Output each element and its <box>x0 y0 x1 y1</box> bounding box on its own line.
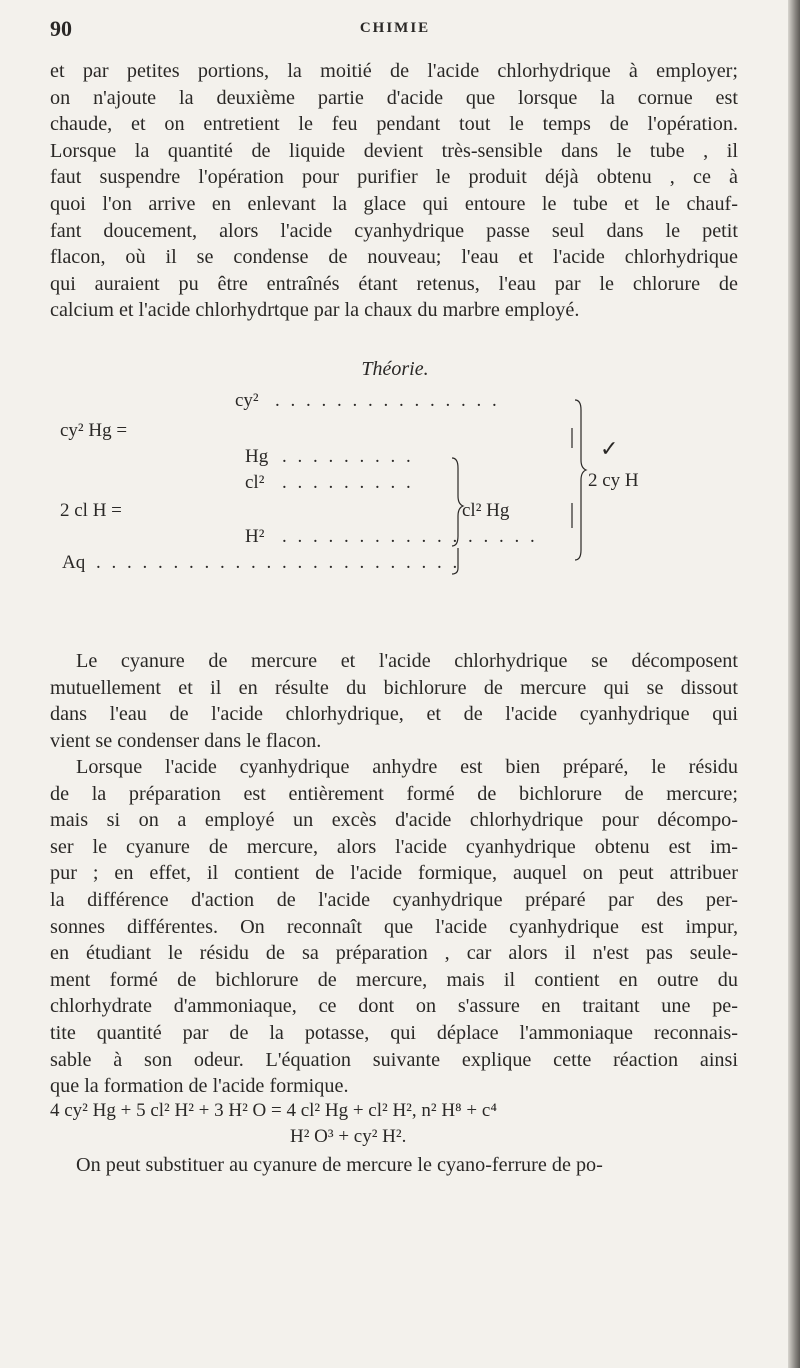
page-header <box>0 16 790 46</box>
text-line: dans l'eau de l'acide chlorhydrique, et de l'acide cyanhydrique qui <box>50 703 738 726</box>
text-line: Lorsque la quantité de liquide devient très-sensible dans le tube , il <box>50 139 738 162</box>
text-line: Lorsque l'acide cyanhydrique anhydre est bien préparé, le résidu <box>76 756 738 778</box>
equation-line-1: 4 cy² Hg + 5 cl² H² + 3 H² O = 4 cl² Hg + cl² H², n² H⁸ + c⁴ <box>50 1100 497 1121</box>
text-line: sable à son odeur. L'équation suivante explique cette réaction ainsi <box>50 1048 738 1071</box>
text-line: et par petites portions, la moitié de l'acide chlorhydrique à employer; <box>50 60 738 82</box>
scheme-cl2hg: cl² Hg <box>462 500 510 521</box>
scheme-left-1: cy² Hg = <box>60 420 128 441</box>
text-line: fant doucement, alors l'acide cyanhydrique passe seul dans le petit <box>50 219 738 242</box>
text-line: sonnes différentes. On reconnaît que l'acide cyanhydrique est impur, <box>50 915 738 938</box>
scheme-left-2: 2 cl H = <box>60 500 122 521</box>
running-head: CHIMIE <box>359 20 431 36</box>
text-line: mais si on a employé un excès d'acide chlorhydrique pour décompo- <box>50 809 738 832</box>
page-edge <box>788 0 800 1368</box>
text-line: tite quantité par de la potasse, qui déplace l'ammoniaque reconnais- <box>50 1021 738 1044</box>
paragraph-3 <box>50 754 738 1100</box>
paragraph-2 <box>50 648 738 754</box>
check-mark-icon: ✓ <box>600 436 619 461</box>
scheme-cy2: cy² <box>235 390 259 411</box>
text-line: faut suspendre l'opération pour purifier le produit déjà obtenu , ce à <box>50 166 738 189</box>
text-line: qui auraient pu être entraînés étant retenus, l'eau par le chlorure de <box>50 272 738 295</box>
reaction-scheme <box>0 388 790 628</box>
section-title: Théorie. <box>361 358 429 380</box>
text-line: Le cyanure de mercure et l'acide chlorhydrique se décomposent <box>76 650 738 672</box>
scheme-braces <box>0 388 790 628</box>
equation <box>50 1098 750 1150</box>
paragraph-4 <box>50 1152 738 1179</box>
text-line: flacon, où il se condense de nouveau; l'eau et l'acide chlorhydrique <box>50 246 738 269</box>
text-line: On peut substituer au cyanure de mercure le cyano-ferrure de po- <box>76 1154 603 1176</box>
scheme-cl2: cl² <box>245 472 265 493</box>
scheme-dots: . . . . . . . . . . . . . . . . . <box>282 526 538 547</box>
scheme-dots: . . . . . . . . . <box>282 446 414 467</box>
text-line: la différence d'action de l'acide cyanhydrique préparé par des per- <box>50 888 738 911</box>
paragraph-1 <box>50 58 738 324</box>
text-line: ser le cyanure de mercure, alors l'acide cyanhydrique obtenu est im- <box>50 835 738 858</box>
text-line: mutuellement et il en résulte du bichlorure de mercure qui se dissout <box>50 676 738 699</box>
text-line: chaude, et on entretient le feu pendant tout le temps de l'opération. <box>50 113 738 136</box>
scheme-dots: . . . . . . . . . . . . . . . <box>275 390 500 411</box>
text-line: chlorhydrate d'ammoniaque, ce dont on s'assure en traitant une pe- <box>50 995 738 1018</box>
scheme-h2: H² <box>245 526 265 547</box>
scheme-dots: . . . . . . . . . <box>282 472 414 493</box>
text-line: ment formé de bichlorure de mercure, mais il contient en outre du <box>50 968 738 991</box>
page-number: 90 <box>50 16 72 41</box>
text-line: de la préparation est entièrement formé de bichlorure de mercure; <box>50 782 738 805</box>
text-line: quoi l'on arrive en enlevant la glace qui entoure le tube et le chauf- <box>50 192 738 215</box>
text-line: calcium et l'acide chlorhydrtque par la chaux du marbre employé. <box>50 299 580 322</box>
equation-line-2: H² O³ + cy² H². <box>290 1126 407 1147</box>
text-line: en étudiant le résidu de sa préparation , car alors il n'est pas seule- <box>50 942 738 965</box>
scheme-left-3: Aq <box>62 552 86 573</box>
text-line: que la formation de l'acide formique. <box>50 1075 349 1098</box>
scheme-result: 2 cy H <box>588 470 639 491</box>
text-line: pur ; en effet, il contient de l'acide formique, auquel on peut attribuer <box>50 862 738 885</box>
text-line: on n'ajoute la deuxième partie d'acide que lorsque la cornue est <box>50 86 738 109</box>
scheme-hg: Hg <box>245 446 269 467</box>
text-line: vient se condenser dans le flacon. <box>50 729 322 752</box>
scheme-dots: . . . . . . . . . . . . . . . . . . . . . . . . <box>96 552 461 573</box>
